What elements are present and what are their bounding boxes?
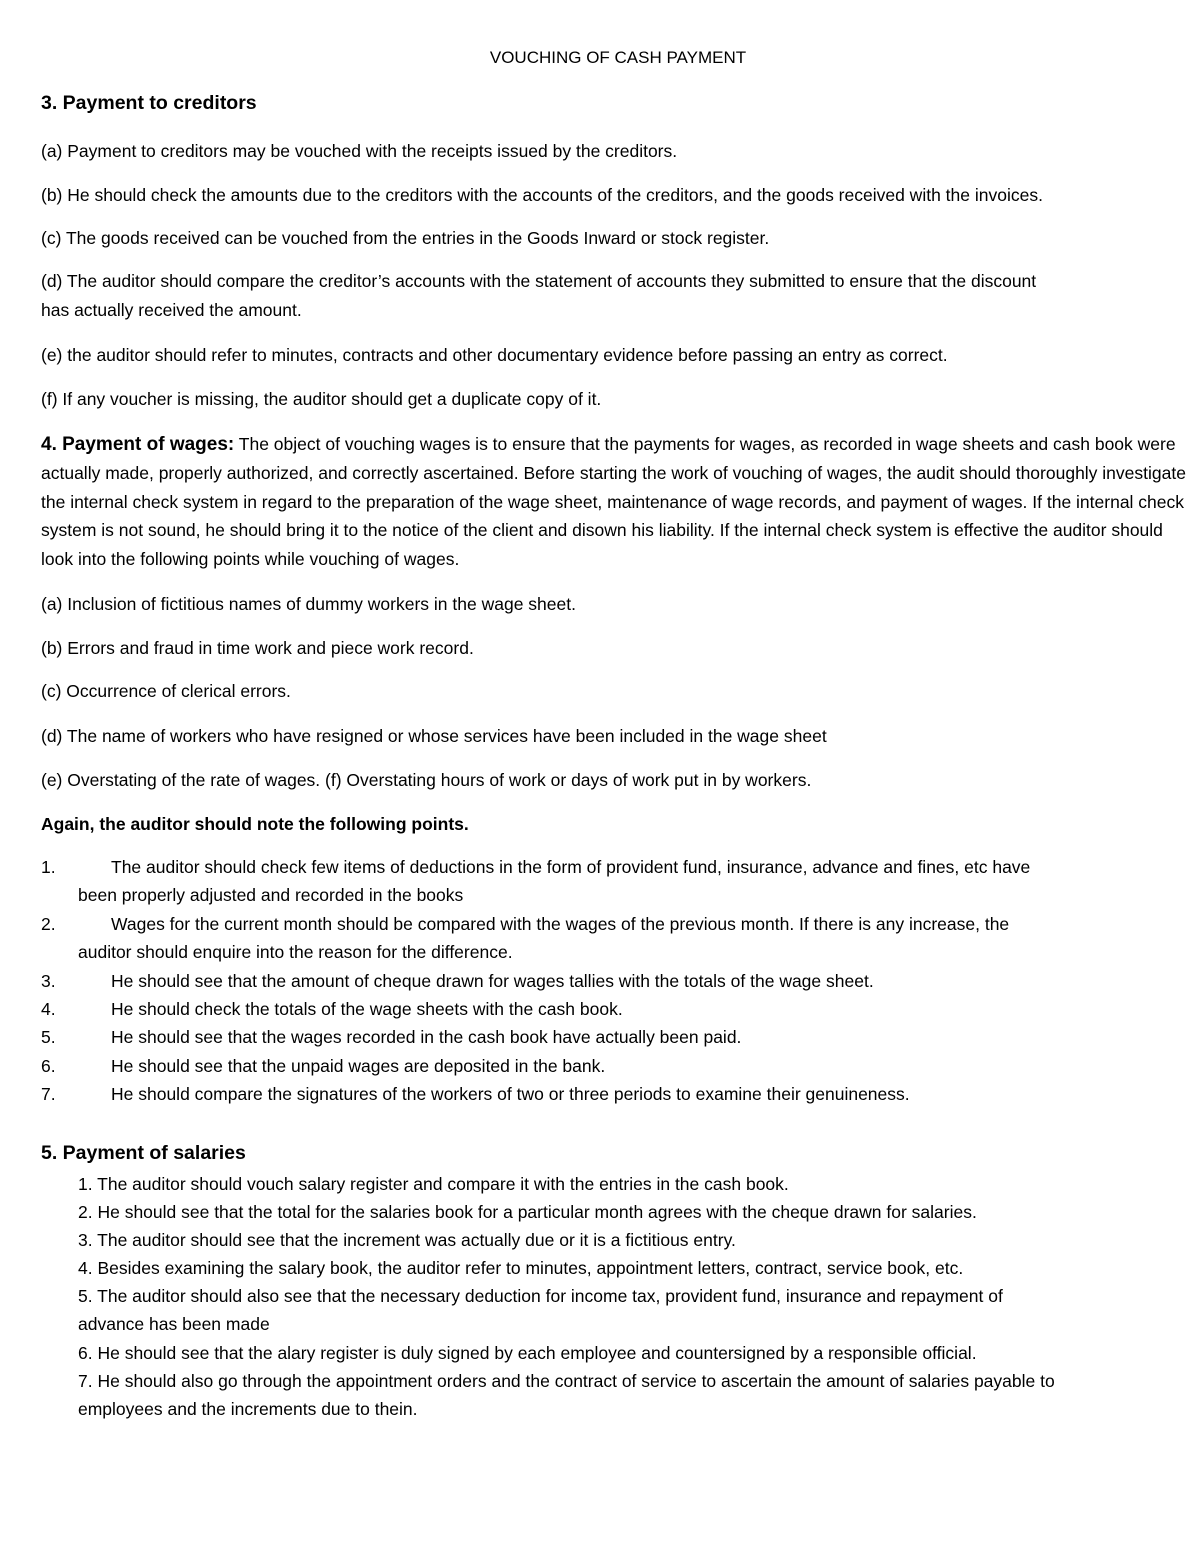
wages-item-a: (a) Inclusion of fictitious names of dummy workers in the wage sheet. [41, 594, 576, 614]
section-4-heading: 4. Payment of wages: [41, 434, 235, 455]
page-title: VOUCHING OF CASH PAYMENT [489, 48, 747, 67]
point-text-cont: auditor should enquire into the reason for the difference. [78, 942, 513, 962]
section-5-heading: 5. Payment of salaries [41, 1142, 246, 1164]
point-text: Wages for the current month should be compared with the wages of the previous month. If there is any increase, the [111, 914, 1010, 934]
salary-line: 1. The auditor should vouch salary register and compare it with the entries in the cash book. [78, 1174, 789, 1194]
wages-intro-text: The object of vouching wages is to ensure that the payments for wages, as recorded in wage sheets and cash book were actually made, properly authorized, and correctly ascertained. Before starting the work of vouching of wages, the audit should thoroughly investigate the internal check system in regard to the preparation of the wage sheet, maintenance of wage records, and payment of wages. If the internal check system is not sound, he should bring it to the notice of the client and disown his liability. If the internal check system is effective the auditor should look into the following points while vouching of wages. [41, 434, 1186, 569]
wages-item-c: (c) Occurrence of clerical errors. [41, 681, 291, 701]
creditors-item-c: (c) The goods received can be vouched from the entries in the Goods Inward or stock register. [41, 228, 770, 248]
section-3-heading: 3. Payment to creditors [41, 92, 257, 114]
point-text: He should see that the wages recorded in the cash book have actually been paid. [111, 1027, 742, 1047]
point-number: 4. [41, 999, 56, 1019]
again-note: Again, the auditor should note the following points. [41, 814, 469, 834]
creditors-item-a: (a) Payment to creditors may be vouched with the receipts issued by the creditors. [41, 141, 678, 161]
wages-item-d: (d) The name of workers who have resigned or whose services have been included in the wage sheet [41, 726, 827, 746]
wages-intro-paragraph [41, 430, 1187, 573]
point-text: He should see that the unpaid wages are deposited in the bank. [111, 1056, 606, 1076]
salary-line: 2. He should see that the total for the salaries book for a particular month agrees with the cheque drawn for salaries. [78, 1202, 977, 1222]
creditors-item-e: (e) the auditor should refer to minutes, contracts and other documentary evidence before passing an entry as correct. [41, 345, 948, 365]
wages-item-e-f: (e) Overstating of the rate of wages. (f) Overstating hours of work or days of work put in by workers. [41, 770, 812, 790]
creditors-item-b: (b) He should check the amounts due to the creditors with the accounts of the creditors, and the goods received with the invoices. [41, 185, 1043, 205]
salary-line: employees and the increments due to thein. [78, 1399, 418, 1419]
point-text: He should see that the amount of cheque drawn for wages tallies with the totals of the wage sheet. [111, 971, 874, 991]
point-text: The auditor should check few items of deductions in the form of provident fund, insurance, advance and fines, etc have [111, 857, 1031, 877]
point-number: 3. [41, 971, 56, 991]
point-number: 2. [41, 914, 56, 934]
creditors-item-f: (f) If any voucher is missing, the auditor should get a duplicate copy of it. [41, 389, 602, 409]
salary-line: 4. Besides examining the salary book, the auditor refer to minutes, appointment letters, contract, service book, etc. [78, 1258, 964, 1278]
point-text: He should check the totals of the wage sheets with the cash book. [111, 999, 623, 1019]
point-number: 6. [41, 1056, 56, 1076]
creditors-item-d: (d) The auditor should compare the creditor’s accounts with the statement of accounts they submitted to ensure that the discount [41, 271, 1037, 291]
salary-line: advance has been made [78, 1314, 270, 1334]
salary-line: 7. He should also go through the appointment orders and the contract of service to ascertain the amount of salaries payable to [78, 1371, 1055, 1391]
point-number: 5. [41, 1027, 56, 1047]
salary-line: 5. The auditor should also see that the necessary deduction for income tax, provident fund, insurance and repayment of [78, 1286, 1003, 1306]
point-text: He should compare the signatures of the workers of two or three periods to examine their genuineness. [111, 1084, 910, 1104]
salary-line: 3. The auditor should see that the increment was actually due or it is a fictitious entry. [78, 1230, 736, 1250]
salary-line: 6. He should see that the alary register is duly signed by each employee and countersigned by a responsible official. [78, 1343, 977, 1363]
point-number: 1. [41, 857, 56, 877]
creditors-item-d-cont: has actually received the amount. [41, 300, 302, 320]
wages-item-b: (b) Errors and fraud in time work and piece work record. [41, 638, 474, 658]
point-number: 7. [41, 1084, 56, 1104]
point-text-cont: been properly adjusted and recorded in the books [78, 885, 464, 905]
